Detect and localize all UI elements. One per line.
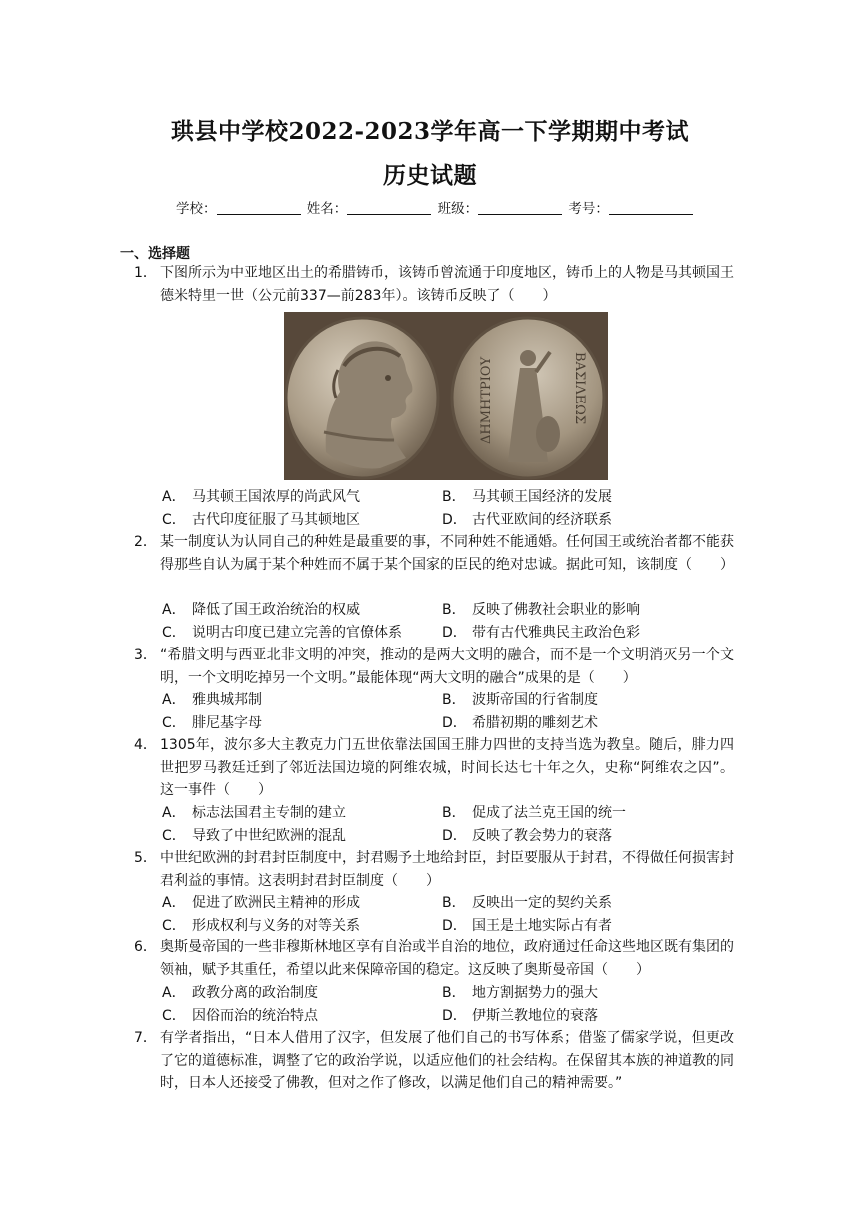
option-c[interactable]: C． 古代印度征服了马其顿地区 [162,511,360,528]
option-c[interactable]: C． 形成权利与义务的对等关系 [162,917,360,934]
option-d[interactable]: D． 希腊初期的雕刻艺术 [442,714,598,731]
option-a[interactable]: A． 政教分离的政治制度 [162,985,318,1001]
question-number: 1． [134,265,157,281]
option-c[interactable]: C． 腓尼基字母 [162,714,262,731]
question-number: 2． [134,534,157,550]
option-b[interactable]: B． 地方割据势力的强大 [442,985,598,1001]
question-3 [134,644,734,689]
question-stem: “希腊文明与西亚北非文明的冲突，推动的是两大文明的融合，而不是一个文明消灭另一个文明，一个文明吃掉另一个文明。”最能体现“两大文明的融合”成果的是（ ） [160,647,734,686]
question-6 [134,936,734,981]
option-d[interactable]: D． 国王是土地实际占有者 [442,917,612,934]
option-d[interactable]: D． 古代亚欧间的经济联系 [442,511,612,528]
question-stem: 1305年，波尔多大主教克力门五世依靠法国国王腓力四世的支持当选为教皇。随后，腓力四世把罗马教廷迁到了邻近法国边境的阿维农城，时间长达七十年之久，史称“阿维农之囚”。这一事件（ ） [160,737,734,798]
coin-legend-left: ΔΗΜΗΤΡΙΟΥ [479,356,494,444]
question-number: 5． [134,850,157,866]
coin-legend-right: ΒΑΣΙΛΕΩΣ [572,352,587,425]
option-a[interactable]: A． 马其顿王国浓厚的尚武风气 [162,489,360,505]
question-number: 3． [134,647,157,663]
question-stem: 中世纪欧洲的封君封臣制度中，封君赐予土地给封臣，封臣要服从于封君，不得做任何损害封君利益的事情。这表明封君封臣制度（ ） [160,850,734,889]
exam-number-blank[interactable] [609,201,693,215]
question-stem: 有学者指出，“日本人借用了汉字，但发展了他们自己的书写体系；借鉴了儒家学说，但更改了它的道德标准，调整了它的政治学说，以适应他们的社会结构。在保留其本族的神道教的同时，日本人还接受了佛教，但对之作了修改，以满足他们自己的精神需要。” [160,1030,734,1091]
option-d[interactable]: D． 伊斯兰教地位的衰落 [442,1007,598,1024]
option-a[interactable]: A． 促进了欧洲民主精神的形成 [162,895,360,911]
option-c[interactable]: C． 导致了中世纪欧洲的混乱 [162,827,346,844]
option-b[interactable]: B． 波斯帝国的行省制度 [442,692,598,708]
question-1 [134,262,734,307]
option-a[interactable]: A． 降低了国王政治统治的权威 [162,602,360,618]
class-label: 班级： [437,201,479,217]
section-heading: 一、选择题 [120,246,190,262]
option-d[interactable]: D． 反映了教会势力的衰落 [442,827,612,844]
question-stem: 某一制度认为认同自己的种姓是最重要的事，不同种姓不能通婚。任何国王或统治者都不能获得那些自认为属于某个种姓而不属于某个国家的臣民的绝对忠诚。据此可知，该制度（ ） [160,534,734,573]
question-2 [134,531,734,576]
option-b[interactable]: B． 马其顿王国经济的发展 [442,489,612,505]
question-number: 6． [134,939,157,955]
option-c[interactable]: C． 说明古印度已建立完善的官僚体系 [162,624,402,641]
school-label: 学校： [176,201,217,217]
exam-title: 珙县中学校2022-2023学年高一下学期期中考试 [170,118,690,145]
exam-number-label: 考号： [568,201,609,217]
question-4 [134,734,734,802]
class-blank[interactable] [478,201,562,215]
question-5 [134,847,734,892]
standing-figure-icon [452,318,604,478]
option-b[interactable]: B． 促成了法兰克王国的统一 [442,805,626,821]
question-7 [134,1027,734,1095]
school-blank[interactable] [217,201,301,215]
exam-subtitle: 历史试题 [383,162,477,189]
name-blank[interactable] [347,201,431,215]
option-c[interactable]: C． 因俗而治的统治特点 [162,1007,318,1024]
question-number: 4． [134,737,157,753]
name-label: 姓名： [306,201,348,217]
option-b[interactable]: B． 反映了佛教社会职业的影响 [442,602,640,618]
question-stem: 奥斯曼帝国的一些非穆斯林地区享有自治或半自治的地位，政府通过任命这些地区既有集团的领袖，赋予其重任，希望以此来保障帝国的稳定。这反映了奥斯曼帝国（ ） [160,939,734,978]
option-d[interactable]: D． 带有古代雅典民主政治色彩 [442,624,640,641]
option-a[interactable]: A． 标志法国君主专制的建立 [162,805,346,821]
question-number: 7． [134,1030,157,1046]
option-a[interactable]: A． 雅典城邦制 [162,692,262,708]
question-stem: 下图所示为中亚地区出土的希腊铸币，该铸币曾流通于印度地区，铸币上的人物是马其顿国王德米特里一世（公元前337—前283年）。该铸币反映了（ ） [160,265,734,304]
option-b[interactable]: B． 反映出一定的契约关系 [442,895,612,911]
greek-coin-photo [284,312,608,480]
student-info-line [176,197,695,217]
king-portrait-icon [286,318,438,478]
